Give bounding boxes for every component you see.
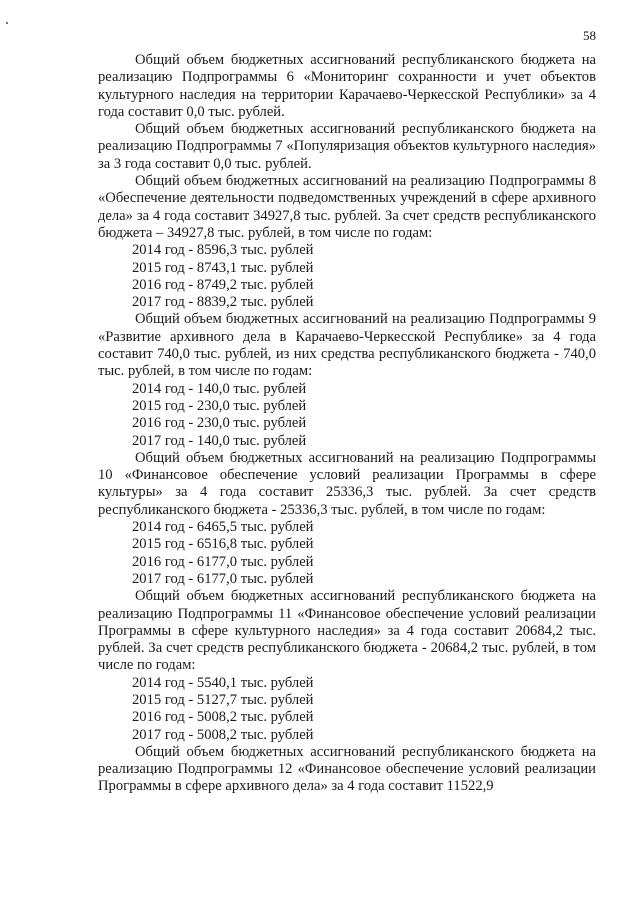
year-line: 2014 год - 5540,1 тыс. рублей [132,674,314,691]
paragraph-subprogram-10: Общий объем бюджетных ассигнований на реализацию Подпрограммы 10 «Финансовое обеспечение условий реализации Программы в сфере культуры» за 4 года составит 25336,3 тыс. рублей. За счет средств республиканского бюджета - 25336,3 тыс. рублей, в том числе по годам: [98,449,596,518]
years-list-subprogram-11 [98,675,596,744]
year-line: 2015 год - 5127,7 тыс. рублей [132,691,314,708]
year-line: 2015 год - 230,0 тыс. рублей [132,397,307,414]
paragraph-subprogram-9: Общий объем бюджетных ассигнований на реализацию Подпрограммы 9 «Развитие архивного дела в Карачаево-Черкесской Республике» за 4 года составит 740,0 тыс. рублей, из них средства республиканского бюджета - 740,0 тыс. рублей, в том числе по годам: [98,311,596,380]
year-line: 2015 год - 8743,1 тыс. рублей [132,259,314,276]
paragraph-subprogram-7: Общий объем бюджетных ассигнований республиканского бюджета на реализацию Подпрограммы 7 «Популяризация объектов культурного наследия» за 3 года составит 0,0 тыс. рублей. [98,121,596,172]
years-list-subprogram-10 [98,519,596,588]
year-line: 2014 год - 140,0 тыс. рублей [132,380,307,397]
year-line: 2016 год - 5008,2 тыс. рублей [132,709,314,726]
years-list-subprogram-9 [98,381,596,450]
scan-speck [6,22,8,24]
year-line: 2014 год - 6465,5 тыс. рублей [132,519,314,536]
years-list-subprogram-8 [98,242,596,311]
page-number: 58 [583,28,596,43]
year-line: 2016 год - 8749,2 тыс. рублей [132,276,314,293]
year-line: 2016 год - 6177,0 тыс. рублей [132,553,314,570]
paragraph-subprogram-8: Общий объем бюджетных ассигнований на реализацию Подпрограммы 8 «Обеспечение деятельности подведомственных учреждений в сфере архивного дела» за 4 года составит 34927,8 тыс. рублей. За счет средств республиканского бюджета – 34927,8 тыс. рублей, в том числе по годам: [98,173,596,241]
year-line: 2017 год - 8839,2 тыс. рублей [132,294,314,311]
paragraph-subprogram-12: Общий объем бюджетных ассигнований республиканского бюджета на реализацию Подпрограммы 12 «Финансовое обеспечение условий реализации Программы в сфере архивного дела» за 4 года составит 11522,9 [98,743,596,795]
year-line: 2017 год - 5008,2 тыс. рублей [132,726,314,743]
year-line: 2017 год - 140,0 тыс. рублей [132,432,307,449]
paragraph-subprogram-11: Общий объем бюджетных ассигнований республиканского бюджета на реализацию Подпрограммы 11 «Финансовое обеспечение условий реализации Программы в сфере культурного наследия» за 4 года составит 20684,2 тыс. рублей. За счет средств республиканского бюджета - 20684,2 тыс. рублей, в том числе по годам: [98,588,596,674]
year-line: 2017 год - 6177,0 тыс. рублей [132,570,314,587]
year-line: 2015 год - 6516,8 тыс. рублей [132,536,314,553]
year-line: 2016 год - 230,0 тыс. рублей [132,415,307,432]
year-line: 2014 год - 8596,3 тыс. рублей [132,242,314,259]
page-body [98,52,596,796]
paragraph-subprogram-6: Общий объем бюджетных ассигнований республиканского бюджета на реализацию Подпрограммы 6 «Мониторинг сохранности и учет объектов культурного наследия на территории Карачаево-Черкесской Республики» за 4 года составит 0,0 тыс. рублей. [98,52,596,120]
